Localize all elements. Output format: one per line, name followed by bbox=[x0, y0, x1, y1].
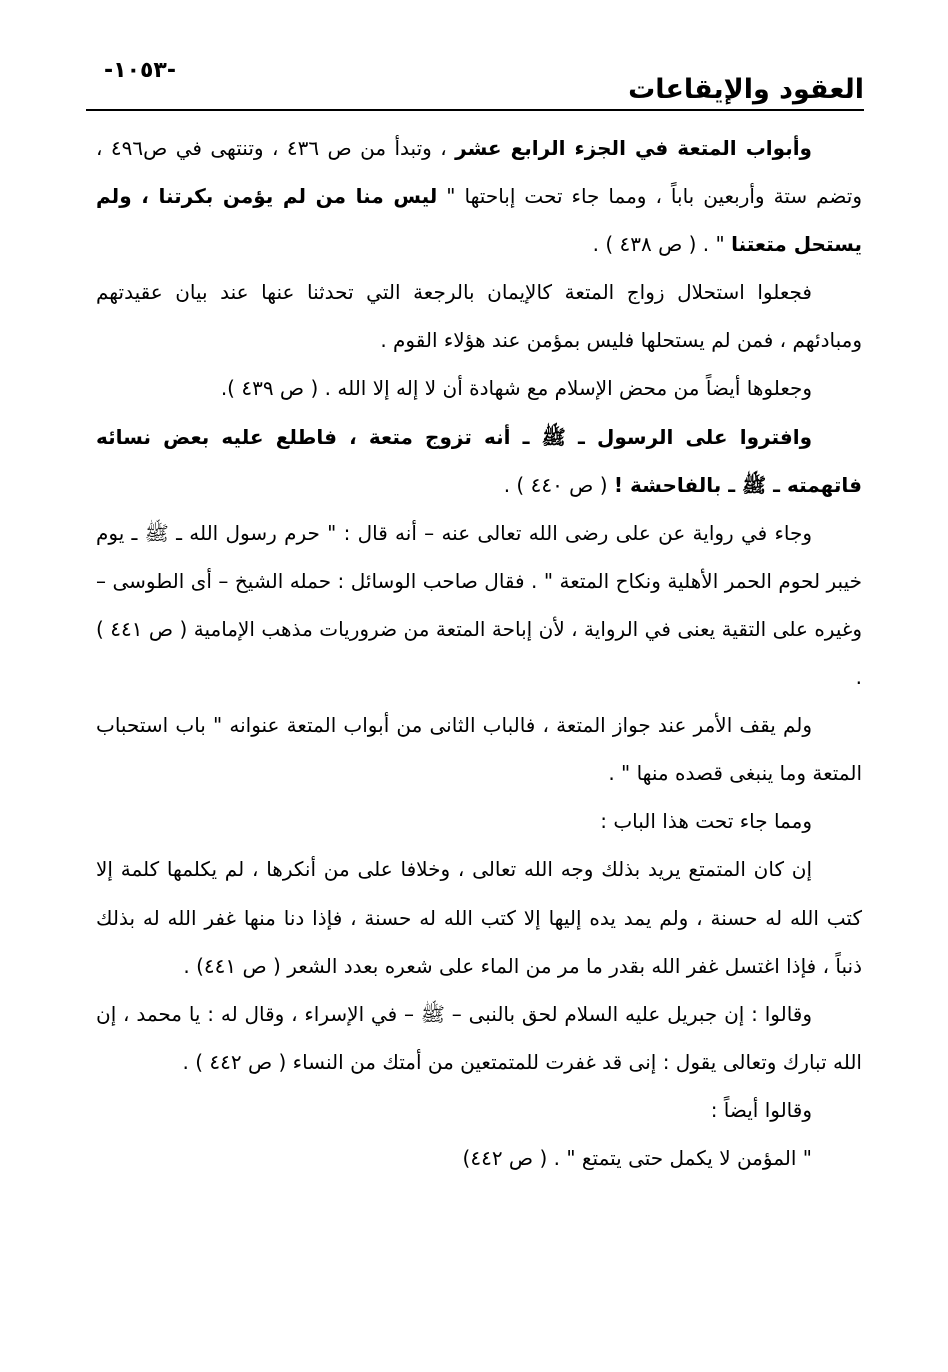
text-run: وجعلوها أيضاً من محض الإسلام مع شهادة أن لا إله إلا الله . ( ص ٤٣٩ ). bbox=[220, 376, 812, 401]
text-run: وقالوا أيضاً : bbox=[710, 1097, 812, 1122]
paragraph-6 bbox=[96, 701, 862, 797]
text-run: إن كان المتمتع يريد بذلك وجه الله تعالى ، وخلافا على من أنكرها ، لم يكلمها كلمة إلا كتب الله له حسنة ، ولم يمد يده إليها إلا كتب الله له حسنة ، فإذا دنا منها غفر الله له بذلك ذنباً ، فإذا اغتسل غفر الله بقدر ما مر من الماء على شعره بعدد الشعر ( ص ٤٤١) . bbox=[96, 857, 862, 978]
paragraph-9 bbox=[96, 990, 862, 1086]
text-run: ، وتبدأ من ص ٤٣٦ ، وتنتهى في ص٤٩٦ ، وتضم ستة وأربعين باباً ، ومما جاء تحت إباحتها " bbox=[96, 136, 862, 209]
text-run: " . ( ص ٤٣٨ ) . bbox=[592, 232, 732, 257]
text-run: ليس منا من لم يؤمن بكرتنا ، ولم يستحل متعتنا bbox=[96, 184, 862, 257]
paragraph-8 bbox=[96, 845, 862, 989]
paragraph-4 bbox=[96, 413, 862, 509]
text-run: ( ص ٤٤٠ ) . bbox=[503, 472, 614, 497]
text-run: وقالوا : إن جبريل عليه السلام لحق بالنبى – ﷺ – في الإسراء ، وقال له : يا محمد ، إن الله تبارك وتعالى يقول : إنى قد غفرت للمتمتعين من أمتك من النساء ( ص ٤٤٢ ) . bbox=[96, 1001, 862, 1074]
body-text bbox=[96, 124, 862, 1182]
text-run: ولم يقف الأمر عند جواز المتعة ، فالباب الثانى من أبواب المتعة عنوانه " باب استحباب المتعة وما ينبغى قصده منها " . bbox=[96, 713, 862, 786]
paragraph-7 bbox=[96, 797, 862, 845]
paragraph-2 bbox=[96, 268, 862, 364]
page-header bbox=[0, 0, 948, 110]
text-run: وافتروا على الرسول ـ ﷺ ـ أنه تزوج متعة ، فاطلع عليه بعض نسائه فاتهمته ـ ﷺ ـ بالفاحشة ! bbox=[96, 424, 862, 497]
running-title: العقود والإيقاعات bbox=[628, 74, 864, 105]
text-run: ومما جاء تحت هذا الباب : bbox=[600, 809, 812, 834]
header-divider bbox=[86, 109, 864, 111]
paragraph-10 bbox=[96, 1086, 862, 1134]
paragraph-11 bbox=[96, 1134, 862, 1182]
text-run: وجاء في رواية عن على رضى الله تعالى عنه – أنه قال : " حرم رسول الله ـ ﷺ ـ يوم خيبر لحوم الحمر الأهلية ونكاح المتعة " . فقال صاحب الوسائل : حمله الشيخ – أى الطوسى – وغيره على التقية يعنى في الرواية ، لأن إباحة المتعة من ضروريات مذهب الإمامية ( ص ٤٤١ ) . bbox=[96, 520, 862, 690]
paragraph-3 bbox=[96, 364, 862, 412]
text-run: وأبواب المتعة في الجزء الرابع عشر bbox=[455, 136, 812, 160]
paragraph-1 bbox=[96, 124, 862, 268]
page-number: -١٠٥٣- bbox=[104, 58, 176, 83]
text-run: " المؤمن لا يكمل حتى يتمتع " . ( ص ٤٤٢) bbox=[462, 1145, 812, 1170]
paragraph-5 bbox=[96, 509, 862, 701]
text-run: فجعلوا استحلال زواج المتعة كالإيمان بالرجعة التي تحدثنا عنها عند بيان عقيدتهم ومبادئهم ، فمن لم يستحلها فليس بمؤمن عند هؤلاء القوم . bbox=[96, 280, 862, 353]
